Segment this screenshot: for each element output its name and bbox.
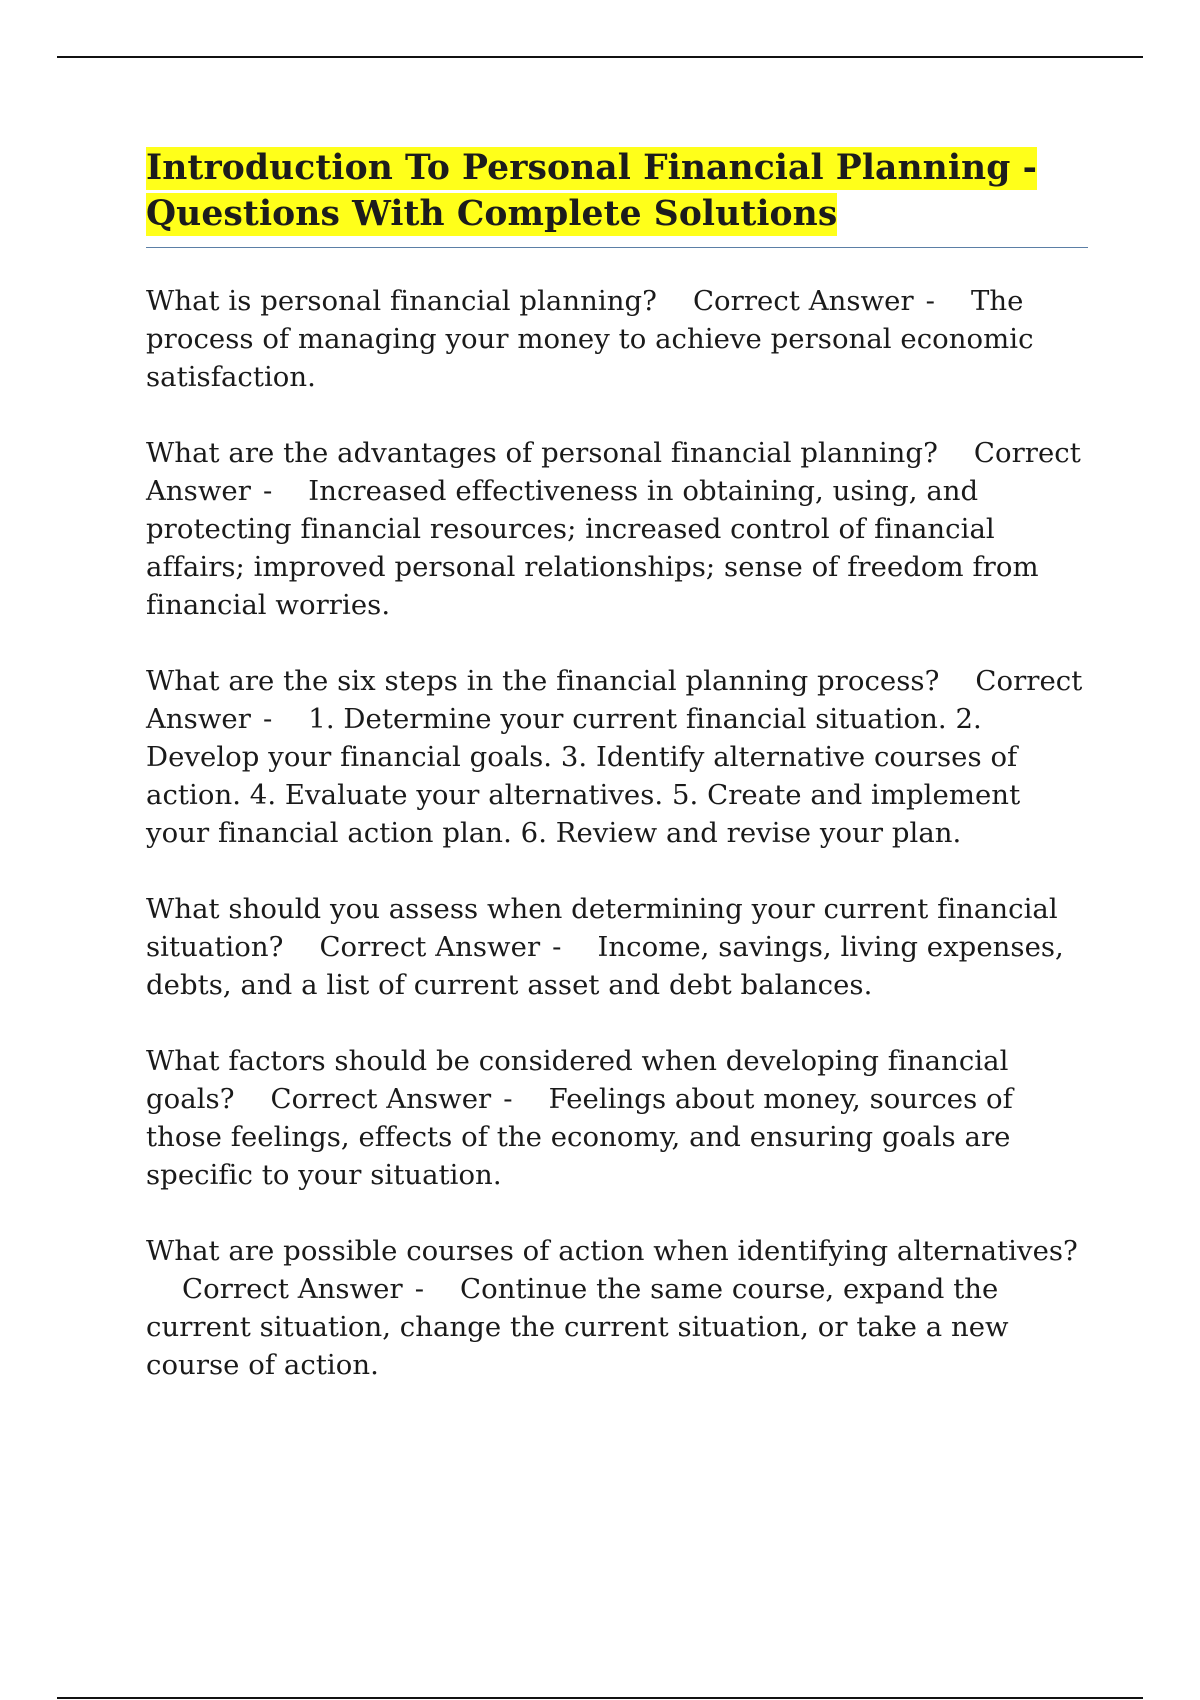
document-body [146,145,1086,1422]
answer-label: Correct Answer [692,285,914,317]
answer-separator: - [262,703,273,735]
qa-item [146,434,1086,624]
qa-item [146,890,1086,1004]
answer-text: The process of managing your money to achieve personal economic satisfaction. [146,285,1034,393]
answer-text: Continue the same course, expand the current situation, change the current situation, or take a new course of action. [146,1273,1009,1381]
qa-item [146,662,1086,852]
question-text: What factors should be considered when developing financial goals? [146,1045,1009,1115]
answer-label: Correct Answer [319,931,541,963]
answer-separator: - [925,285,935,317]
question-text: What are possible courses of action when identifying alternatives? [146,1235,1078,1267]
page-bottom-rule [57,1697,1143,1699]
question-text: What are the advantages of personal financial planning? [146,437,938,469]
answer-separator: - [503,1083,513,1115]
page-top-rule [57,56,1143,58]
answer-text: 1. Determine your current financial situation. 2. Develop your financial goals. 3. Identify alternative courses of action. 4. Evaluate your alternatives. 5. Create and implement your financial action plan. 6. Review and revise your plan. [146,703,1021,849]
qa-item [146,282,1086,396]
answer-separator: - [552,931,562,963]
question-text: What should you assess when determining your current financial situation? [146,893,1058,963]
question-text: What are the six steps in the financial planning process? [146,665,940,697]
document-title [146,145,1086,237]
answer-label: Correct Answer [146,665,1083,735]
question-text: What is personal financial planning? [146,285,657,317]
qa-item [146,1232,1086,1384]
answer-label: Correct Answer [270,1083,492,1115]
answer-label: Correct Answer [146,437,1081,507]
title-divider [146,247,1088,248]
answer-label: Correct Answer [182,1273,403,1305]
answer-text: Feelings about money, sources of those feelings, effects of the economy, and ensuring goals are specific to your situation. [146,1083,1013,1191]
qa-list [146,282,1086,1384]
answer-text: Income, savings, living expenses, debts, and a list of current asset and debt balances. [146,931,1064,1001]
answer-separator: - [414,1273,425,1305]
qa-item [146,1042,1086,1194]
answer-separator: - [262,475,273,507]
answer-text: Increased effectiveness in obtaining, using, and protecting financial resources; increased control of financial affairs; improved personal relationships; sense of freedom from financial worries. [146,475,1039,621]
title-highlight: Introduction To Personal Financial Planning - Questions With Complete Solutions [146,148,1037,234]
